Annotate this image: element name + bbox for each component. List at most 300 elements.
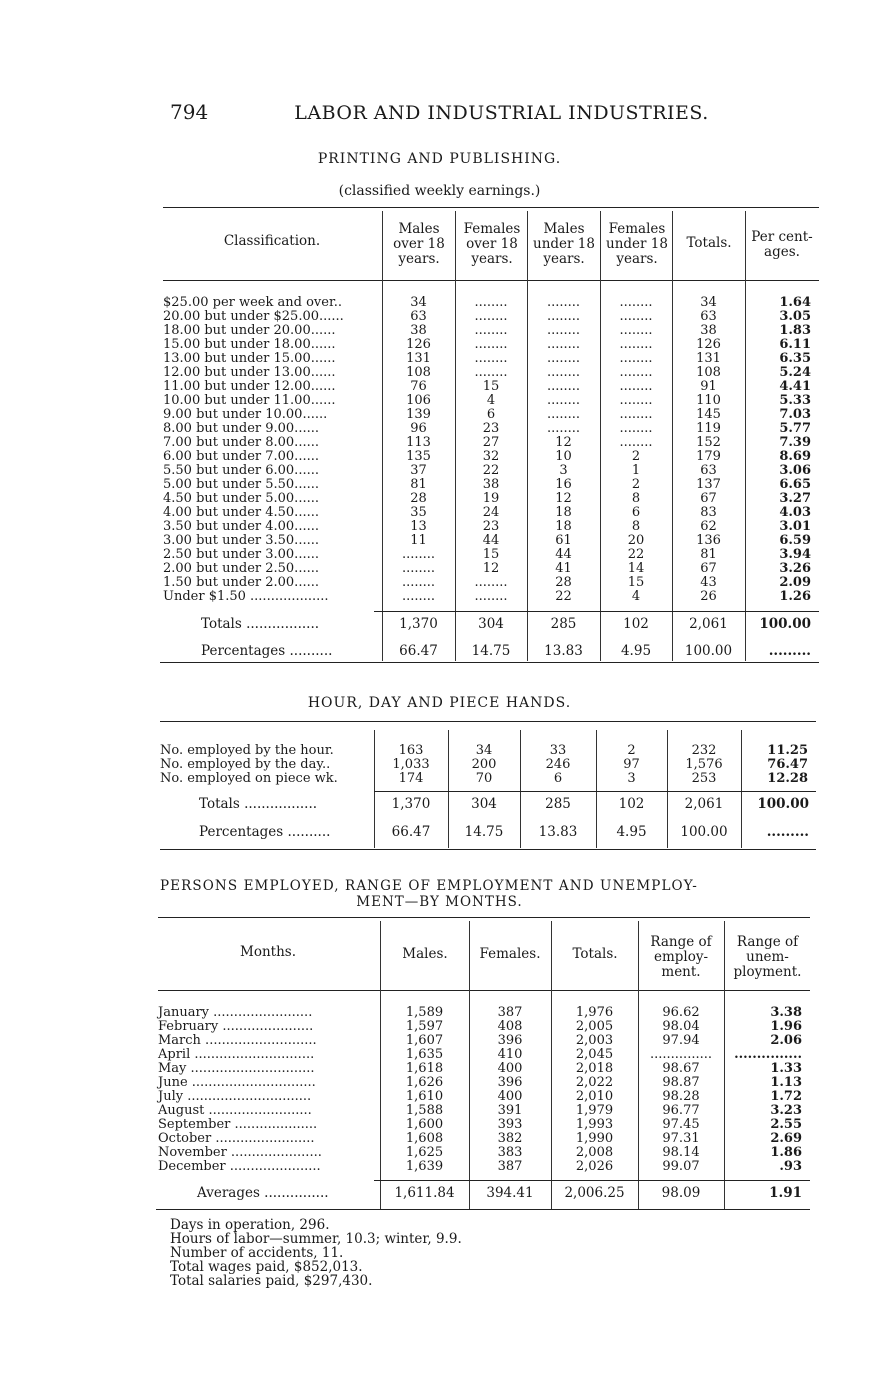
total-value: .........: [766, 824, 809, 840]
table-row: [158, 1118, 810, 1132]
total-value: 4.95: [620, 643, 652, 659]
total-value: 304: [471, 796, 497, 812]
total-value: 98.09: [661, 1185, 701, 1201]
t1-totals-label: Totals .................: [201, 616, 320, 632]
cell-value: 1,639: [405, 1159, 444, 1174]
cell-value: 2.55: [770, 1117, 802, 1132]
cell-value: 20: [627, 533, 645, 548]
cell-value: 81: [410, 477, 427, 492]
cell-value: ........: [401, 547, 436, 562]
cell-value: 44: [482, 533, 500, 548]
cell-value: 179: [696, 449, 721, 464]
table1-bottom-rule: [160, 662, 819, 663]
cell-value: ........: [401, 561, 436, 576]
total-value: 1,370: [391, 796, 431, 812]
table3-header-rule: [158, 990, 810, 991]
total-value: 1,611.84: [394, 1185, 455, 1201]
cell-value: 408: [497, 1019, 523, 1034]
cell-value: 1,588: [405, 1103, 444, 1118]
cell-value: 38: [700, 323, 717, 338]
table3-top-rule: [158, 917, 810, 918]
cell-value: ........: [619, 309, 653, 324]
cell-value: 2,026: [575, 1159, 614, 1174]
cell-value: ........: [546, 421, 581, 436]
cell-value: ........: [474, 365, 508, 380]
row-label: No. employed by the day..: [160, 757, 331, 772]
table-row: [163, 422, 819, 436]
row-label: 20.00 but under $25.00......: [163, 309, 344, 324]
cell-value: 2.09: [779, 575, 811, 590]
cell-value: 126: [406, 337, 431, 352]
cell-value: 2,022: [575, 1075, 614, 1090]
table-row: [163, 408, 819, 422]
cell-value: 18: [555, 519, 572, 534]
cell-value: 8: [631, 491, 641, 506]
cell-value: 137: [696, 477, 721, 492]
table1-body: [163, 296, 819, 604]
cell-value: 23: [482, 519, 500, 534]
total-value: 285: [545, 796, 571, 812]
t3-averages-rule: [374, 1180, 810, 1181]
cell-value: 11: [410, 533, 427, 548]
cell-value: 396: [497, 1033, 523, 1048]
table-row: [163, 366, 819, 380]
cell-value: 145: [696, 407, 721, 422]
cell-value: ........: [474, 323, 508, 338]
table3-title-line1: PERSONS EMPLOYED, RANGE OF EMPLOYMENT AND UNEMPLOY-: [160, 878, 698, 894]
cell-value: 106: [406, 393, 431, 408]
row-label: 2.50 but under 3.00......: [163, 547, 319, 562]
total-value: 285: [550, 616, 577, 632]
cell-value: 396: [497, 1075, 523, 1090]
cell-value: 41: [555, 561, 572, 576]
cell-value: ........: [474, 351, 508, 366]
table-row: [158, 1048, 810, 1062]
cell-value: 2,045: [575, 1047, 614, 1062]
cell-value: 98.04: [662, 1019, 700, 1034]
row-label: $25.00 per week and over..: [163, 295, 342, 310]
footer-accidents: Number of accidents, 11.: [170, 1245, 344, 1261]
row-label: 4.00 but under 4.50......: [163, 505, 319, 520]
table1-header-rule: [163, 280, 819, 281]
t3-col-range-unemployment: Range of unem- ployment.: [733, 934, 802, 980]
cell-value: 246: [545, 757, 571, 772]
cell-value: 400: [497, 1061, 523, 1076]
total-value: 14.75: [464, 824, 504, 840]
total-value: 1,370: [399, 616, 438, 632]
row-label: Under $1.50 ...................: [163, 589, 329, 604]
cell-value: ........: [401, 575, 436, 590]
cell-value: 10: [555, 449, 572, 464]
cell-value: 28: [410, 491, 427, 506]
t1-col-classification: Classification.: [223, 233, 321, 249]
row-label: 2.00 but under 2.50......: [163, 561, 319, 576]
row-label: 6.00 but under 7.00......: [163, 449, 319, 464]
row-label: No. employed on piece wk.: [160, 771, 338, 786]
cell-value: 2,010: [575, 1089, 614, 1104]
cell-value: 1.13: [770, 1075, 802, 1090]
total-value: 4.95: [616, 824, 647, 840]
table3-body: [158, 1006, 810, 1174]
cell-value: 96.77: [662, 1103, 700, 1118]
row-label: 11.00 but under 12.00......: [163, 379, 336, 394]
table-row: [163, 576, 819, 590]
row-label: 4.50 but under 5.00......: [163, 491, 319, 506]
cell-value: 3.27: [779, 491, 811, 506]
cell-value: 34: [475, 743, 493, 758]
row-label: October ........................: [158, 1131, 315, 1146]
cell-value: 7.03: [779, 407, 811, 422]
cell-value: 38: [410, 323, 427, 338]
cell-value: ........: [401, 589, 436, 604]
cell-value: 6.59: [779, 533, 811, 548]
row-label: 12.00 but under 13.00......: [163, 365, 336, 380]
cell-value: ...............: [734, 1047, 802, 1062]
cell-value: 139: [406, 407, 431, 422]
cell-value: 1,618: [405, 1061, 444, 1076]
table-row: [158, 1076, 810, 1090]
cell-value: ...............: [650, 1047, 712, 1062]
footer-salaries: Total salaries paid, $297,430.: [170, 1273, 373, 1289]
cell-value: 113: [406, 435, 431, 450]
cell-value: 1,608: [405, 1131, 444, 1146]
row-label: 18.00 but under 20.00......: [163, 323, 336, 338]
cell-value: 98.87: [662, 1075, 700, 1090]
running-header: [170, 100, 709, 124]
row-label: 3.50 but under 4.00......: [163, 519, 319, 534]
cell-value: 12: [482, 561, 500, 576]
cell-value: 99.07: [662, 1159, 700, 1174]
cell-value: 8.69: [779, 449, 811, 464]
table-row: [163, 590, 819, 604]
cell-value: 119: [696, 421, 721, 436]
cell-value: 4.03: [779, 505, 811, 520]
table-row: [158, 1160, 810, 1174]
cell-value: ........: [619, 407, 653, 422]
cell-value: ........: [546, 337, 581, 352]
row-label: June ..............................: [158, 1075, 316, 1090]
cell-value: 27: [482, 435, 500, 450]
cell-value: 2,018: [575, 1061, 614, 1076]
total-value: 102: [618, 796, 645, 812]
row-label: 3.00 but under 3.50......: [163, 533, 319, 548]
total-value: 394.41: [486, 1185, 534, 1201]
row-label: 9.00 but under 10.00......: [163, 407, 328, 422]
table-row: [163, 520, 819, 534]
t3-averages-label: Averages ...............: [197, 1185, 329, 1201]
table-row: [158, 1020, 810, 1034]
cell-value: ........: [546, 295, 581, 310]
row-label: September ....................: [158, 1117, 318, 1132]
cell-value: 28: [555, 575, 572, 590]
cell-value: 6.11: [779, 337, 811, 352]
cell-value: 91: [700, 379, 717, 394]
total-value: 102: [623, 616, 649, 632]
cell-value: 61: [555, 533, 572, 548]
cell-value: 15: [482, 547, 500, 562]
cell-value: 1,607: [405, 1033, 444, 1048]
cell-value: 76.47: [767, 757, 808, 772]
t1-col-females-over: Females over 18 years.: [463, 221, 521, 267]
table-row: [163, 324, 819, 338]
table-row: [163, 310, 819, 324]
cell-value: 8: [631, 519, 641, 534]
table-row: [160, 758, 816, 772]
cell-value: 4: [486, 393, 496, 408]
cell-value: 174: [398, 771, 424, 786]
cell-value: 410: [497, 1047, 523, 1062]
cell-value: 12: [555, 491, 572, 506]
cell-value: 38: [482, 477, 500, 492]
cell-value: 23: [482, 421, 500, 436]
cell-value: 22: [627, 547, 645, 562]
cell-value: 33: [549, 743, 567, 758]
cell-value: 2.69: [770, 1131, 802, 1146]
cell-value: 6: [486, 407, 496, 422]
t3-col-range-employment: Range of employ- ment.: [650, 934, 712, 980]
cell-value: 76: [410, 379, 427, 394]
cell-value: 67: [700, 491, 717, 506]
cell-value: 136: [696, 533, 721, 548]
cell-value: ........: [619, 379, 653, 394]
cell-value: 34: [700, 295, 717, 310]
cell-value: 5.24: [779, 365, 811, 380]
total-value: 13.83: [538, 824, 578, 840]
cell-value: 3.38: [770, 1005, 802, 1020]
cell-value: 1,635: [405, 1047, 444, 1062]
cell-value: 3.06: [779, 463, 811, 478]
cell-value: 14: [627, 561, 645, 576]
row-label: 5.50 but under 6.00......: [163, 463, 319, 478]
cell-value: ........: [619, 365, 653, 380]
cell-value: 387: [497, 1005, 523, 1020]
row-label: January ........................: [158, 1005, 313, 1020]
cell-value: 152: [696, 435, 721, 450]
cell-value: 1.86: [770, 1145, 802, 1160]
cell-value: 4: [631, 589, 641, 604]
cell-value: 2: [631, 449, 641, 464]
table-row: [158, 1006, 810, 1020]
cell-value: ........: [546, 407, 581, 422]
table-row: [158, 1090, 810, 1104]
cell-value: ........: [474, 575, 508, 590]
t3-col-totals: Totals.: [572, 946, 618, 962]
cell-value: ........: [619, 337, 653, 352]
table1-top-rule: [163, 207, 819, 208]
cell-value: 70: [475, 771, 493, 786]
row-label: 10.00 but under 11.00......: [163, 393, 336, 408]
cell-value: ........: [619, 323, 653, 338]
cell-value: 26: [700, 589, 717, 604]
cell-value: 12: [555, 435, 572, 450]
cell-value: 131: [696, 351, 721, 366]
cell-value: 35: [410, 505, 427, 520]
table3-title-line2: MENT—BY MONTHS.: [356, 894, 523, 910]
cell-value: 383: [497, 1145, 523, 1160]
table-row: [163, 534, 819, 548]
total-value: 100.00: [759, 616, 811, 632]
cell-value: 391: [497, 1103, 523, 1118]
cell-value: 1.72: [770, 1089, 802, 1104]
t2-totals-rule: [374, 791, 816, 792]
total-value: 2,061: [684, 796, 724, 812]
cell-value: 110: [696, 393, 721, 408]
cell-value: 4.41: [779, 379, 811, 394]
cell-value: 63: [700, 463, 717, 478]
table2-bottom-rule: [160, 849, 816, 850]
cell-value: 1.26: [779, 589, 811, 604]
table1-title: PRINTING AND PUBLISHING.: [317, 151, 562, 167]
cell-value: ........: [619, 351, 653, 366]
row-label: May ..............................: [158, 1061, 315, 1076]
cell-value: 2,003: [575, 1033, 614, 1048]
cell-value: 44: [555, 547, 572, 562]
cell-value: 3.01: [779, 519, 811, 534]
cell-value: 63: [410, 309, 427, 324]
total-value: 66.47: [391, 824, 431, 840]
cell-value: 1,626: [405, 1075, 444, 1090]
table2-title: HOUR, DAY AND PIECE HANDS.: [307, 695, 572, 711]
cell-value: 13: [410, 519, 427, 534]
cell-value: 232: [691, 743, 717, 758]
cell-value: ........: [546, 393, 581, 408]
cell-value: 400: [497, 1089, 523, 1104]
cell-value: 1,597: [405, 1019, 444, 1034]
row-label: February ......................: [158, 1019, 314, 1034]
row-label: 13.00 but under 15.00......: [163, 351, 336, 366]
cell-value: 1,589: [405, 1005, 444, 1020]
table-row: [158, 1034, 810, 1048]
cell-value: 1: [631, 463, 641, 478]
row-label: December ......................: [158, 1159, 321, 1174]
row-label: 1.50 but under 2.00......: [163, 575, 319, 590]
footer-notes: [170, 1218, 462, 1288]
cell-value: ........: [546, 323, 581, 338]
cell-value: ........: [546, 351, 581, 366]
t1-percentages-label: Percentages ..........: [201, 643, 333, 659]
total-value: 2,006.25: [564, 1185, 625, 1201]
table2-top-rule: [160, 721, 816, 722]
cell-value: 1,993: [575, 1117, 614, 1132]
footer-wages: Total wages paid, $852,013.: [170, 1259, 363, 1275]
cell-value: 34: [410, 295, 427, 310]
cell-value: 98.14: [662, 1145, 700, 1160]
table-row: [163, 478, 819, 492]
total-value: 304: [478, 616, 504, 632]
cell-value: 3.94: [779, 547, 811, 562]
cell-value: ........: [474, 295, 508, 310]
row-label: March ...........................: [158, 1033, 317, 1048]
cell-value: 32: [482, 449, 500, 464]
cell-value: 37: [410, 463, 427, 478]
cell-value: 131: [406, 351, 431, 366]
table-row: [163, 464, 819, 478]
cell-value: 1,033: [392, 757, 430, 772]
cell-value: 24: [482, 505, 500, 520]
table-row: [163, 548, 819, 562]
cell-value: 3.26: [779, 561, 811, 576]
cell-value: 16: [555, 477, 572, 492]
cell-value: 81: [700, 547, 717, 562]
row-label: 15.00 but under 18.00......: [163, 337, 336, 352]
cell-value: 6.65: [779, 477, 811, 492]
table3-bottom-rule: [156, 1209, 810, 1210]
table1-subtitle: (classified weekly earnings.): [338, 183, 541, 199]
cell-value: 387: [497, 1159, 523, 1174]
t2-percentages-label: Percentages ..........: [199, 824, 331, 840]
running-title: LABOR AND INDUSTRIAL INDUSTRIES.: [294, 102, 709, 124]
total-value: 1.91: [769, 1185, 802, 1201]
t1-col-males-over: Males over 18 years.: [393, 221, 445, 267]
cell-value: ........: [474, 309, 508, 324]
cell-value: ........: [474, 589, 508, 604]
cell-value: 63: [700, 309, 717, 324]
cell-value: 97.94: [662, 1033, 700, 1048]
t1-totals-rule: [374, 611, 819, 612]
cell-value: 6: [553, 771, 563, 786]
table-row: [163, 296, 819, 310]
table-row: [163, 492, 819, 506]
cell-value: 1.64: [779, 295, 811, 310]
table-row: [163, 394, 819, 408]
table-row: [160, 744, 816, 758]
row-label: 8.00 but under 9.00......: [163, 421, 319, 436]
row-label: August .........................: [158, 1103, 312, 1118]
cell-value: 3: [627, 771, 636, 786]
cell-value: 6: [631, 505, 641, 520]
cell-value: ........: [619, 393, 653, 408]
table-row: [163, 436, 819, 450]
cell-value: ........: [474, 337, 508, 352]
cell-value: ........: [546, 309, 581, 324]
table-row: [163, 562, 819, 576]
cell-value: ........: [546, 365, 581, 380]
row-label: No. employed by the hour.: [160, 743, 334, 758]
cell-value: 1,610: [405, 1089, 444, 1104]
table-row: [163, 380, 819, 394]
cell-value: 96.62: [662, 1005, 700, 1020]
cell-value: 97.31: [662, 1131, 700, 1146]
cell-value: 2,005: [575, 1019, 614, 1034]
cell-value: 62: [700, 519, 717, 534]
total-value: 100.00: [757, 796, 809, 812]
cell-value: .93: [779, 1159, 802, 1174]
cell-value: 393: [497, 1117, 523, 1132]
t1-col-percentages: Per cent- ages.: [751, 229, 813, 260]
cell-value: 3.23: [770, 1103, 802, 1118]
total-value: 14.75: [471, 643, 511, 659]
cell-value: ........: [546, 379, 581, 394]
cell-value: ........: [619, 295, 653, 310]
row-label: 5.00 but under 5.50......: [163, 477, 319, 492]
t3-col-females: Females.: [479, 946, 541, 962]
cell-value: 97.45: [662, 1117, 700, 1132]
cell-value: ........: [619, 435, 653, 450]
cell-value: 22: [555, 589, 572, 604]
cell-value: 98.28: [662, 1089, 700, 1104]
cell-value: 135: [406, 449, 431, 464]
total-value: .........: [768, 643, 811, 659]
cell-value: 1,979: [575, 1103, 614, 1118]
cell-value: ........: [619, 421, 653, 436]
cell-value: 7.39: [779, 435, 811, 450]
table-row: [163, 506, 819, 520]
cell-value: 1.33: [770, 1061, 802, 1076]
cell-value: 96: [410, 421, 427, 436]
footer-hours: Hours of labor—summer, 10.3; winter, 9.9.: [170, 1231, 462, 1247]
cell-value: 200: [471, 757, 497, 772]
cell-value: 6.35: [779, 351, 811, 366]
